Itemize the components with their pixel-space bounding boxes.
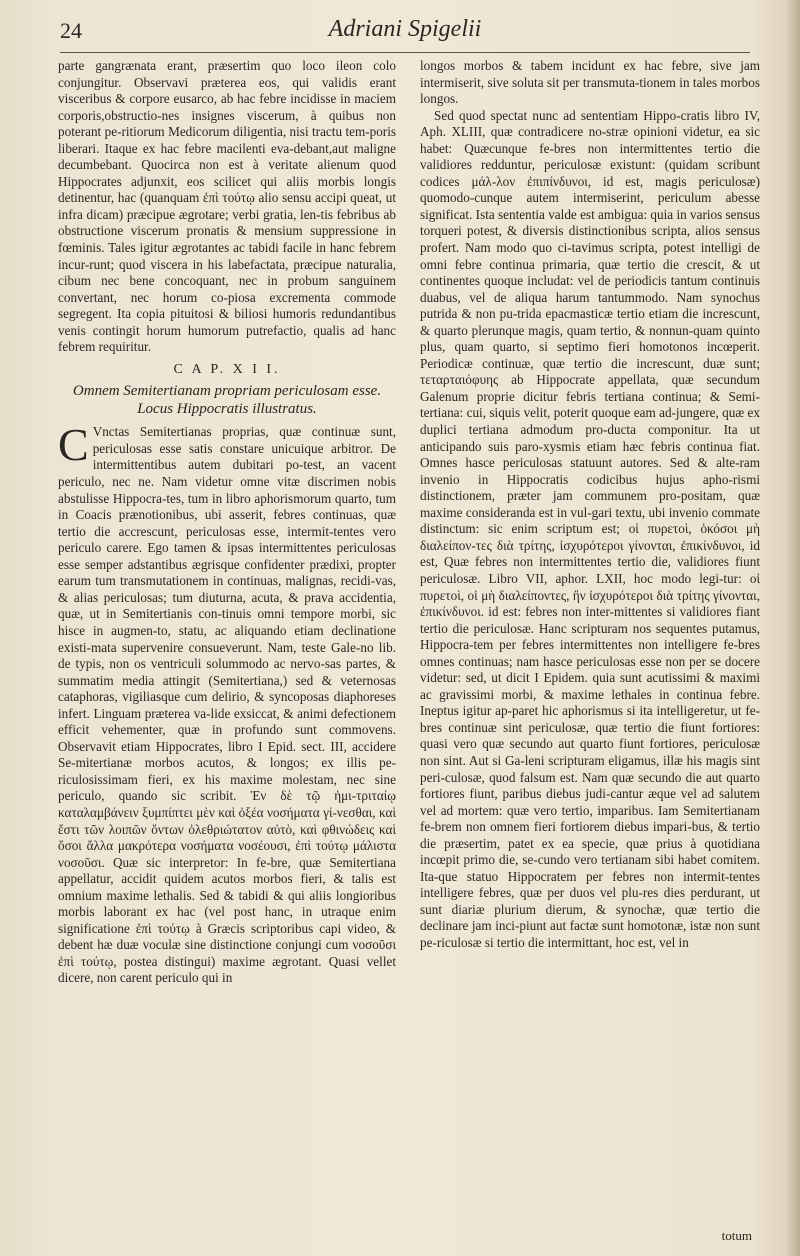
left-paragraph-2 (58, 419, 396, 987)
running-head (60, 10, 750, 58)
header-rule (60, 52, 750, 53)
right-paragraph-2: Sed quod spectat nunc ad sententiam Hippo-cratis libro IV, Aph. XLIII, quæ contradicere no-stræ opinioni videtur, ea sic habet: Quæcunque fe-bres non intermittentes tertio die validiores redduntur, periculosæ existunt: (quidam scribunt codices μάλ-λον ἐπιπίνδυνοι, id est, magis periculosæ) quomodo-cunque autem intermiserint, periculum abesse significat. Ista sententia valde est ambigua: quia in varios sensus torqueri potest, & diversis distinctionibus scripta, alios sensus profert. Nam modo quo ci-tavimus scripta, potest intelligi de omni febre continua primaria, quæ tertio die crescit, & ut continentes quoque includat: vel de periodicis tantum continuis duabus, vel de aliqua harum tantummodo. Nam synochus putrida & non pu-trida epacmasticæ tertio etiam die increscunt, & quarto plerunque magis, quam tertio, & nonnun-quam quinto plus, quam quarto, si septimo fieri homotonos incœperit. Periodicæ continuæ, quæ tertio die increscunt, duæ sunt; τεταρταιόφυης ab Hippocrate appellata, quæ secundum Galenum proprie dicitur febris tertiana continua; & Semi-tertiana: cui, siquis velit, poterit quoque eam ad-jungere, quæ ex duplici tertiana admodum pro-ducta componitur. Ita ut anticipando suis paro-xysmis etiam hæc febris continua fiat. Omnes hasce periculosas statuunt autores. Sed & alte-ram invenio in Hippocratis codicibus hujus apho-rismi distinctionem, præter jam communem pro-positam, quæ maxime consideranda est in vul-gari textu, ubi invenio commate distinctum: sic enim scriptum est; οἱ πυρετοὶ, ὁκόσοι μὴ διαλείπον-τες διὰ τρίτης, ἰσχυρότεροι γίνονται, ἐπικίνδυνοι, id est, Quæ febres non intermittentes tertio die, validiores fiunt periculosæ. Libro VII, aphor. LXII, hoc modo legi-tur: οἱ πυρετοὶ, οἱ μὴ διαλείποντες, ἢν ἰσχυρότεροι διὰ τρίτης γίνονται, ἐπικίνδυνοι. id est: febres non inter-mittentes si validiores fiant tertio die periculosæ. Hanc scripturam nos sequentes putamus, Hippocra-tem per febres intermittentes non intelligere fe-bres omnes continuas; nam hasce periculosas esse non per se docere videtur: sed, ut dicit I Epidem. quia sunt acutissimi & maximi ac gravissimi morbi, & maxime lethales in continua febre. Ineptus igitur ap-paret hic aphorismus si ita intelligeretur, ut fe-bres continuæ sint periculosæ, quæ tertio die fiunt fortiores: quasi vero quæ secundo aut quarto fiunt fortiores, periculosæ non sint. Aut si Ga-leni scripturam eligamus, illæ his magis sint peri-culosæ, quod falsum est. Nam quæ secundo die aut quarto fortiores fiunt, paribus diebus judi-cantur æque vel ad salutem vel ad mortem: quæ vero tertio, imparibus. Iam Semitertianam fe-brem non omnem fieri fortiorem diebus impari-bus, & tertio die præsertim, patet ex ea specie, quæ prius à quotidiana incœpit primo die, se-cundo vero tertianam sibi habet comitem. Ita-que statuo Hippocratem per febres non intermit-tentes intelligere febres, quæ per duos vel plu-res dies perdurant, ut sunt diariæ plurium dierum, & synochæ, quæ tertio die declinare jam inci-piunt aut factæ sunt homotonæ, istæ non sunt pe-riculosæ si tertio die intermittant, hoc est, vel in (420, 107, 760, 950)
chapter-title-line-1: Omnem Semitertianam propriam periculosam esse. (72, 383, 382, 400)
right-column (420, 58, 760, 952)
chapter-title (58, 382, 396, 418)
left-paragraph-1: parte gangrænata erant, præsertim quo loco ileon colo conjungitur. Observavi præterea eos, qui validis erant visceribus & corpore eusarco, ab hac febre incidisse in maciem corporis,obstructio-nes insignes viscerum, à quibus non poterant pe-ritiorum Medicorum diligentia, nisi tractu tem-poris liberari. Itaque ex hac febre macilenti eva-debant,aut maligne decumbebant. Quocirca non est à veritate alienum quod Hippocrates adjunxit, eos scilicet qui aliis morbis longis detinentur, hac (quanquam ἐπὶ τούτῳ alio sensu accipi queat, ut infra dicam) præcipue ægrotare; verbi gratia, len-tis febribus ab obstructione viscerum pronatis & mensium suppressione in fœminis. Tales igitur ægrotantes ac tabidi facile in hanc febrem incur-runt; quod viscera in his labefactata, præcipue naturalia, cibum nec bene concoquant, nec in probum sanguinem convertant, nec horum co-piosa excrementa commode segregent. Ita copia pituitosi & biliosi humoris redundantibus venis contingit horum humorum putrefactio, qualis ad hanc febrem requiritur. (58, 58, 396, 355)
running-title: Adriani Spigelii (328, 16, 482, 42)
right-paragraph-1: longos morbos & tabem incidunt ex hac febre, sive jam intermiserit, sive soluta sit per transmuta-tionem in tales morbos longos. (420, 58, 760, 107)
chapter-label: C A P. X I I. (173, 361, 281, 377)
chapter-title-line-2: Locus Hippocratis illustratus. (137, 401, 317, 418)
page-edge-shadow (786, 0, 800, 1256)
catchword: totum (721, 1228, 752, 1243)
page-number: 24 (60, 18, 82, 43)
left-paragraph-2-text: Vnctas Semitertianas proprias, quæ continuæ sunt, periculosas esse satis constare unicuique arbitror. De intermittentibus autem dubitari po-test, an vacent periculo, nec ne. Nam videtur omne vitæ discrimen nobis abstulisse Hippocra-tes, tum in libro aphorismorum quarto, tum in Coacis prænotionibus, ubi asserit, febres continuas, quæ tertio die accrescunt, periculosas esse, intermit-tentes vero periculo carere. Ego tamen & ipsas intermittentes periculosas esse semper adstantibus ægrisque confidenter prædixi, propter earum tum transmutationem in continuas, malignas, recidi-vas, & alias periculosas; tum diuturna, acuta, & prava accidentia, quæ, ut in Semitertianis con-tinuis omni tempore morbi, sic hisce in augmen-to, statu, ac aliquando etiam declinatione existi-mata supervenire consueverunt. Nam, teste Gale-no lib. de typis, non os ventriculi solummodo ac nervo-sas partes, & summatim media attingit (Semitertiana,) sed & veternosas cataphoras, vigiliasque cum delirio, & syncoposas diaphoreses infert. Linguam præterea va-lide exsiccat, & animi defectionem efficit vehementer, quæ in profundo sunt commovens. Observavit etiam Hippocrates, libro I Epid. sect. III, accidere Se-mitertianæ morbos acutos, & longos; ex illis pe-riculosissimam fieri, ex his maxime molestam, nec sine periculo, quando sic scribit. Ἐν δὲ τῷ ἡμι-τριταίῳ καταλαμβάνειν ξυμπίπτει μὲν καὶ ὀξέα νοσήματα γί-νεσθαι, καὶ ἔστι τῶν λοιπῶν ὄντων ὀλεθριώτατον αὐτὸ, καὶ φθινώδεις καὶ ὅσοι ἄλλα μακρότερα νοσήματα νοσέουσι, ἐπὶ τούτῳ μάλιστα νοσοῦσι. Quæ sic interpretor: In fe-bre, quæ Semitertiana appellatur, accidit quidem acutos morbos fieri, & talis est omnium maxime lethalis. Sed & tabidi & qui aliis longioribus morbis laborant ex hac (vel post hanc, in utraque enim significatione ἐπὶ τούτῳ à Græcis scriptoribus capi video, & debent hæ duæ voculæ sine distinctione conjungi cum νοσοῦσι ἐπὶ τούτῳ, postea distingui) maxime ægrotant. Quasi vellet dicere, non carent periculo qui in (58, 424, 396, 986)
left-column (58, 58, 396, 987)
drop-cap: C (58, 419, 89, 471)
